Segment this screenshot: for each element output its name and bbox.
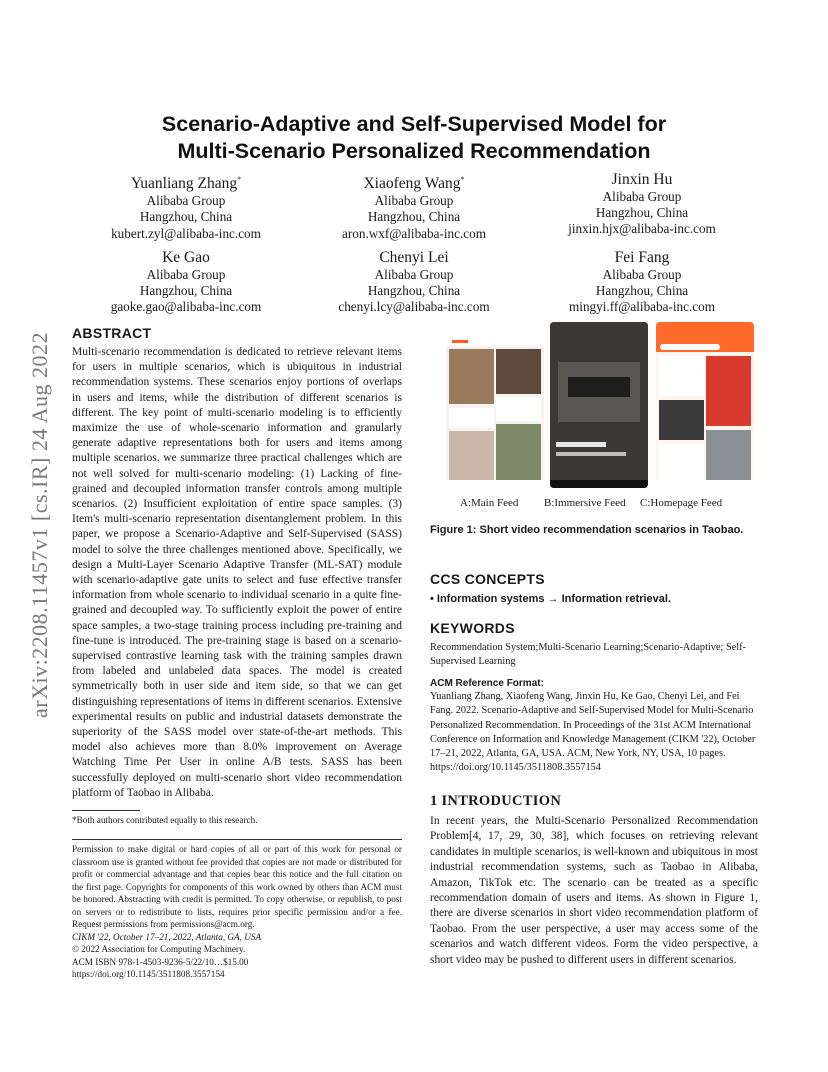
author-1: Yuanliang Zhang* Alibaba Group Hangzhou, China kubert.zyl@alibaba-inc.com xyxy=(72,170,300,242)
intro-text: In recent years, the Multi-Scenario Personalized Recommendation Problem[4, 17, 29, 30, 38], which focuses on retrieving relevant candidates in multiple scenarios, is well-known and ubiquitous in most industrial recommendation systems, such as Taobao in Alibaba, Amazon, TikTok etc. The scenario can be treated as a specific recommendation domain of users and items. As shown in Figure 1, there are diverse scenarios in short video recommendation platform of Taobao. From the user perspective, a user may access some of the scenarios and watch different videos. Form the video perspective, a short video may be pushed to different users in different scenarios. xyxy=(430,815,758,966)
intro-heading: 1 INTRODUCTION xyxy=(430,793,562,809)
ccs-heading: CCS CONCEPTS xyxy=(430,571,545,587)
author-3: Jinxin Hu Alibaba Group Hangzhou, China jinxin.hjx@alibaba-inc.com xyxy=(528,170,756,238)
author-4: Ke Gao Alibaba Group Hangzhou, China gaoke.gao@alibaba-inc.com xyxy=(72,248,300,316)
figure-caption: Figure 1: Short video recommendation scenarios in Taobao. xyxy=(430,524,744,536)
abstract-text: Multi-scenario recommendation is dedicated to retrieve relevant items for users in multiple scenarios, which is ubiquitous in industrial recommendation systems. These scenarios enjoy portions of overlaps in users and items, while the distribution of different scenarios is different. The key point of multi-scenario modeling is to efficiently maximize the use of whole-scenario information and granularly generate adaptive representations both for users and items among multiple scenarios. we summarize three practical challenges which are not well solved for multi-scenario modeling: (1) Lacking of fine-grained and decoupled information transfer controls among multiple scenarios. (2) Insufficient exploitation of entire space samples. (3) Item's multi-scenario representation disentanglement problem. In this paper, we propose a Scenario-Adaptive and Self-Supervised (SASS) model to solve the three challenges mentioned above. Specifically, we design a Multi-Layer Scenario Adaptive Transfer (ML-SAT) module with scenario-adaptive gate units to select and fuse effective transfer information from whole scenario to individual scenario in a quite fine-grained and decoupled way. To sufficiently exploit the power of entire space samples, a two-stage training process including pre-training and fine-tune is introduced. The pre-training stage is based on a scenario-supervised contrastive learning task with the training samples drawn from labeled and unlabeled data spaces. The model is created symmetrically both in user side and item side, so that we can get distinguishing representations of items in different scenarios. Extensive experimental results on public and industrial datasets demonstrate the superiority of the SASS model over state-of-the-art methods. This model also achieves more than 8.0% improvement on Average Watching Time Per User in online A/B tests. SASS has been successfully deployed on multi-scenario short video recommendation platform of Taobao in Alibaba. xyxy=(72,346,402,799)
author-5: Chenyi Lei Alibaba Group Hangzhou, China chenyi.lcy@alibaba-inc.com xyxy=(300,248,528,316)
title-line-2: Multi-Scenario Personalized Recommendation xyxy=(177,139,651,163)
main-feed-screenshot xyxy=(446,322,544,488)
abstract-heading: ABSTRACT xyxy=(72,325,152,341)
keywords-text: Recommendation System;Multi-Scenario Learning;Scenario-Adaptive; Self-Supervised Learning xyxy=(430,642,746,668)
doi-link[interactable]: https://doi.org/10.1145/3511808.3557154 xyxy=(72,969,225,979)
permission-rule xyxy=(72,839,402,840)
homepage-feed-image xyxy=(656,322,754,488)
arxiv-watermark: arXiv:2208.11457v1 [cs.IR] 24 Aug 2022 xyxy=(27,331,52,719)
homepage-feed-screenshot xyxy=(656,322,754,488)
copyright-line: © 2022 Association for Computing Machinery. xyxy=(72,944,246,954)
figure-label-c: C:Homepage Feed xyxy=(640,497,723,509)
footnote: *Both authors contributed equally to this research. xyxy=(72,815,258,825)
permission-text: Permission to make digital or hard copies of all or part of this work for personal or classroom use is granted without fee provided that copies are not made or distributed for profit or commercial advantage and that copies bear this notice and the full citation on the first page. Copyrights for components of this work owned by others than ACM must be honored. Abstracting with credit is permitted. To copy otherwise, or republish, to post on servers or to redistribute to lists, requires prior specific permission and/or a fee. Request permissions from permissions@acm.org. xyxy=(72,844,402,929)
ccs-section xyxy=(430,571,758,607)
immersive-feed-screenshot xyxy=(550,322,648,488)
introduction-section xyxy=(430,793,758,968)
footnote-area xyxy=(72,810,402,827)
acm-ref-text: Yuanliang Zhang, Xiaofeng Wang, Jinxin Hu, Ke Gao, Chenyi Lei, and Fei Fang. 2022. Scenario-Adaptive and Self-Supervised Model for Multi-Scenario Personalized Recommendation. In Proceedings of the 31st ACM International Conference on Information and Knowledge Management (CIKM '22), October 17–21, 2022, Atlanta, GA, USA. ACM, New York, NY, USA, 10 pages. https://doi.org/10.1145/3511808.3557154 xyxy=(430,691,756,774)
isbn-line: ACM ISBN 978-1-4503-9236-5/22/10…$15.00 xyxy=(72,956,249,967)
conference-line: CIKM '22, October 17–21, 2022, Atlanta, GA, USA xyxy=(72,931,262,942)
author-2: Xiaofeng Wang* Alibaba Group Hangzhou, China aron.wxf@alibaba-inc.com xyxy=(300,170,528,242)
title-line-1: Scenario-Adaptive and Self-Supervised Model for xyxy=(161,112,667,136)
keywords-section xyxy=(430,620,758,670)
author-email[interactable]: gaoke.gao@alibaba-inc.com xyxy=(110,299,262,315)
figure-1 xyxy=(446,322,754,488)
figure-label-a: A:Main Feed xyxy=(460,497,519,509)
main-feed-image xyxy=(446,322,544,488)
keywords-heading: KEYWORDS xyxy=(430,620,515,636)
permission-block xyxy=(72,839,402,981)
author-email[interactable]: kubert.zyl@alibaba-inc.com xyxy=(111,225,261,241)
acm-ref-heading: ACM Reference Format: xyxy=(430,678,544,689)
author-email[interactable]: jinxin.hjx@alibaba-inc.com xyxy=(568,221,716,237)
immersive-feed-image xyxy=(550,322,648,488)
ccs-text: • Information systems → Information retrieval. xyxy=(430,593,672,605)
author-6: Fei Fang Alibaba Group Hangzhou, China mingyi.ff@alibaba-inc.com xyxy=(528,248,756,316)
author-email[interactable]: chenyi.lcy@alibaba-inc.com xyxy=(338,299,490,315)
abstract-section xyxy=(72,325,402,801)
acm-reference xyxy=(430,678,758,776)
author-email[interactable]: aron.wxf@alibaba-inc.com xyxy=(342,225,486,241)
paper-title xyxy=(72,111,756,165)
author-email[interactable]: mingyi.ff@alibaba-inc.com xyxy=(569,299,715,315)
figure-label-b: B:Immersive Feed xyxy=(544,497,626,509)
footnote-rule xyxy=(72,810,140,811)
